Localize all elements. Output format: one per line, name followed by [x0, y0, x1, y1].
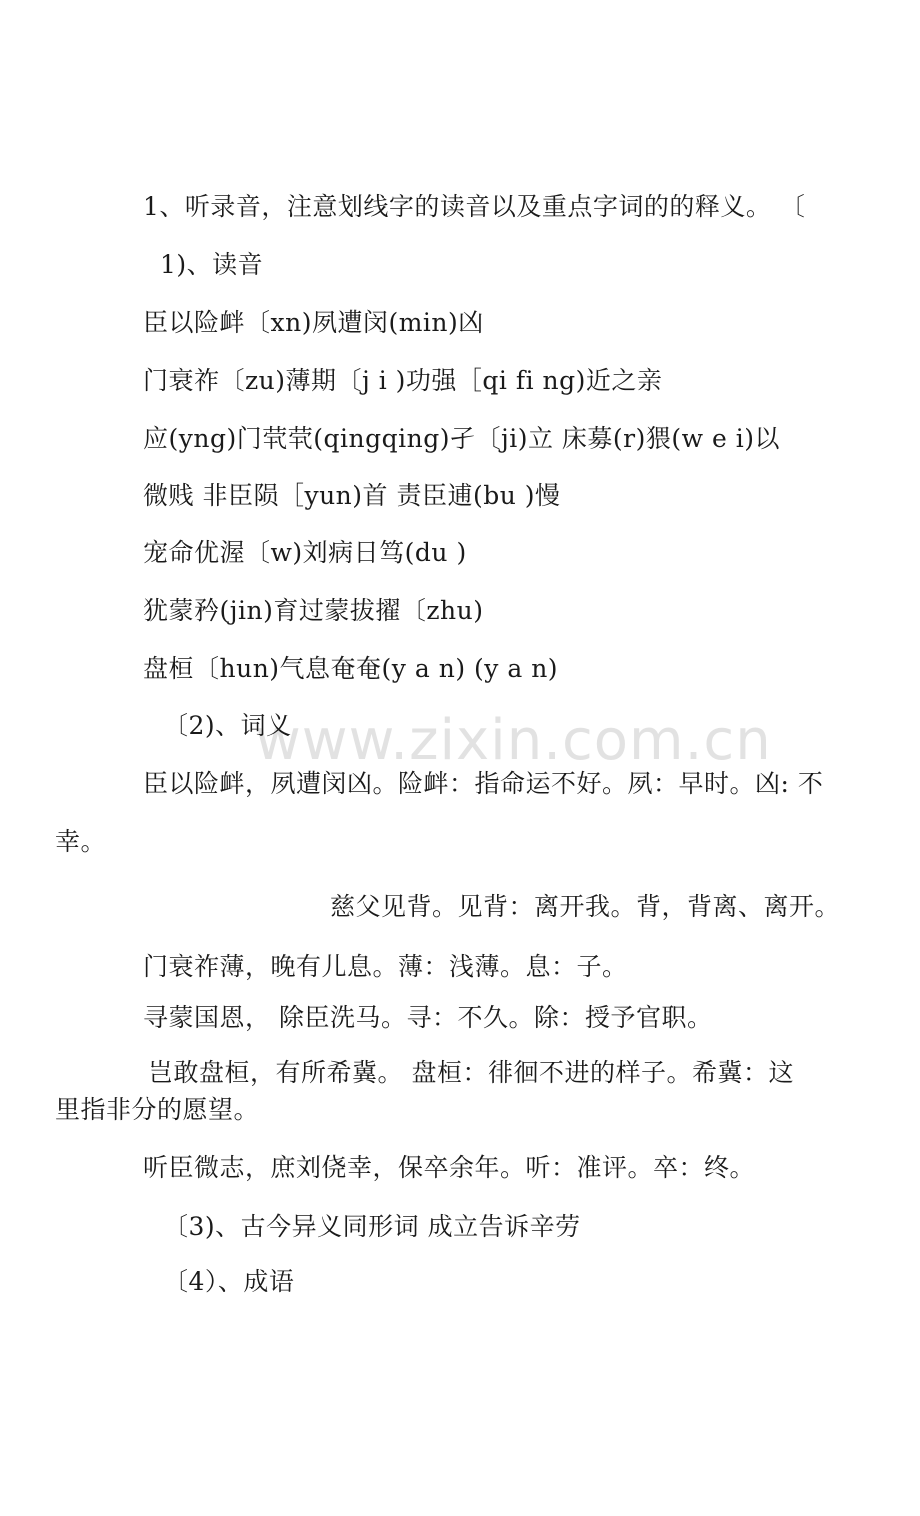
pronunciation-line: 微贱 非臣陨［yun)首 责臣逋(bu )慢 [143, 481, 561, 510]
meaning-line: 门衰祚薄，晚有儿息。薄：浅薄。息：子。 [143, 952, 628, 981]
pronunciation-line: 宠命优渥〔w)刘病日笃(du ) [143, 538, 467, 567]
meaning-line: 岂敢盘桓，有所希冀。 盘桓：徘徊不进的样子。希冀：这 [148, 1058, 794, 1087]
section-heading-synonyms: 〔3)、古今异义同形词 成立告诉辛劳 [163, 1212, 581, 1241]
watermark: www.zixin.com.cn [255, 708, 772, 773]
pronunciation-line: 应(yng)门茕茕(qingqing)孑〔ji)立 床募(r)猥(w e i)以 [143, 424, 780, 453]
pronunciation-line: 门衰祚〔zu)薄期〔j i )功强［qi fi ng)近之亲 [143, 366, 663, 395]
pronunciation-line: 犹蒙矜(jin)育过蒙拔擢〔zhu) [143, 596, 484, 625]
pronunciation-line: 臣以险衅〔xn)夙遭闵(min)凶 [143, 308, 484, 337]
meaning-line: 臣以险衅，夙遭闵凶。险衅：指命运不好。夙：早时。凶: 不 [143, 769, 824, 798]
meaning-line: 慈父见背。见背：离开我。背，背离、离开。 [330, 892, 841, 921]
meaning-line-continued: 里指非分的愿望。 [55, 1095, 260, 1124]
section-heading-meaning: 〔2)、词义 [163, 711, 292, 740]
section-heading-pronunciation: 1)、读音 [160, 250, 264, 279]
section-heading-idioms: 〔4）、成语 [163, 1267, 295, 1296]
meaning-line: 寻蒙国恩， 除臣洗马。寻：不久。除：授予官职。 [143, 1003, 713, 1032]
pronunciation-line: 盘桓〔hun)气息奄奄(y a n) (y a n) [143, 654, 559, 683]
meaning-line: 听臣微志，庶刘侥幸，保卒余年。听：准评。卒：终。 [143, 1153, 756, 1182]
meaning-line-continued: 幸。 [55, 827, 107, 856]
instruction-line: 1、听录音，注意划线字的读音以及重点字词的的释义。 〔 [143, 192, 806, 221]
